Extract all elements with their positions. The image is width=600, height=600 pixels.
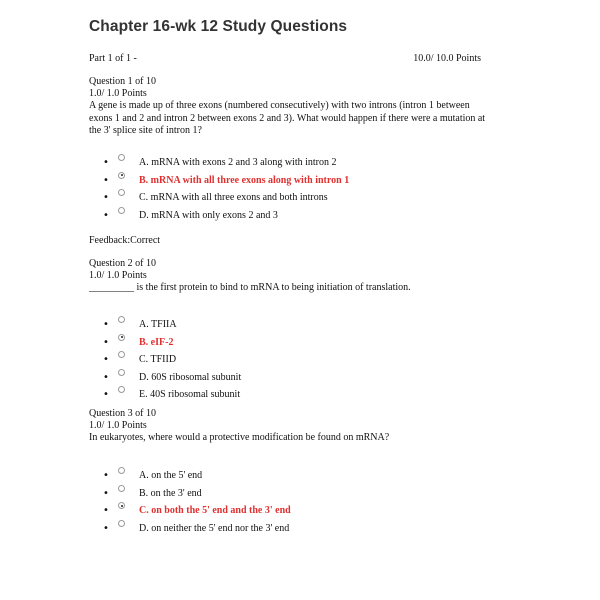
question-points: 1.0/ 1.0 Points <box>89 270 147 281</box>
question-1 <box>89 76 489 138</box>
question-points: 1.0/ 1.0 Points <box>89 420 147 431</box>
question-text: In eukaryotes, where would a protective modification be found on mRNA? <box>89 432 390 443</box>
radio-button[interactable] <box>118 520 125 527</box>
bullet-dot-icon: • <box>103 470 109 481</box>
radio-button[interactable] <box>118 467 125 474</box>
question-header: Question 2 of 10 <box>89 258 156 269</box>
bullet-dot-icon: • <box>103 157 109 168</box>
option-label: A. TFIIA <box>139 319 177 330</box>
bullet-dot-icon: • <box>103 389 109 400</box>
question-text: _________ is the first protein to bind to mRNA to being initiation of translation. <box>89 282 411 293</box>
bullet-dot-icon: • <box>103 192 109 203</box>
option-label: A. on the 5' end <box>139 470 203 481</box>
option-label: D. mRNA with only exons 2 and 3 <box>139 209 278 221</box>
bullet-dot-icon: • <box>103 336 109 348</box>
radio-button[interactable] <box>118 351 125 358</box>
question-2 <box>89 258 489 295</box>
radio-button[interactable] <box>118 154 125 161</box>
radio-button-selected[interactable] <box>118 172 125 179</box>
option-label: C. TFIID <box>139 354 177 365</box>
radio-button[interactable] <box>118 369 125 376</box>
bullet-dot-icon: • <box>103 174 109 186</box>
option-label: E. 40S ribosomal subunit <box>139 389 241 400</box>
option-label: D. on neither the 5' end nor the 3' end <box>139 522 290 534</box>
option-label: B. on the 3' end <box>139 487 202 499</box>
option-label-correct: B. eIF-2 <box>139 336 174 348</box>
bullet-dot-icon: • <box>103 354 109 365</box>
option-label: A. mRNA with exons 2 and 3 along with intron 2 <box>139 157 337 168</box>
radio-button[interactable] <box>118 207 125 214</box>
bullet-dot-icon: • <box>103 209 109 221</box>
option-label: C. mRNA with all three exons and both introns <box>139 192 328 203</box>
feedback-text: Feedback:Correct <box>89 235 161 246</box>
page-title: Chapter 16-wk 12 Study Questions <box>89 18 348 35</box>
bullet-dot-icon: • <box>103 487 109 499</box>
part-label: Part 1 of 1 - <box>89 53 137 64</box>
bullet-dot-icon: • <box>103 371 109 383</box>
radio-button-selected[interactable] <box>118 502 125 509</box>
option-label: D. 60S ribosomal subunit <box>139 371 242 383</box>
bullet-dot-icon: • <box>103 522 109 534</box>
radio-button[interactable] <box>118 316 125 323</box>
radio-button-selected[interactable] <box>118 334 125 341</box>
total-points: 10.0/ 10.0 Points <box>413 53 481 64</box>
question-points: 1.0/ 1.0 Points <box>89 88 147 99</box>
radio-button[interactable] <box>118 386 125 393</box>
question-text: A gene is made up of three exons (numbered consecutively) with two introns (intron 1 between exons 1 and 2 and intron 2 between exons 2 and 3). What would happen if there were a mutation at the 3' splice site of intron 1? <box>89 100 486 136</box>
question-header: Question 3 of 10 <box>89 408 156 419</box>
option-label-correct: C. on both the 5' end and the 3' end <box>139 505 291 516</box>
bullet-dot-icon: • <box>103 505 109 516</box>
question-3 <box>89 408 489 445</box>
option-label-correct: B. mRNA with all three exons along with intron 1 <box>139 174 350 186</box>
bullet-dot-icon: • <box>103 319 109 330</box>
radio-button[interactable] <box>118 485 125 492</box>
radio-button[interactable] <box>118 189 125 196</box>
question-header: Question 1 of 10 <box>89 76 156 87</box>
